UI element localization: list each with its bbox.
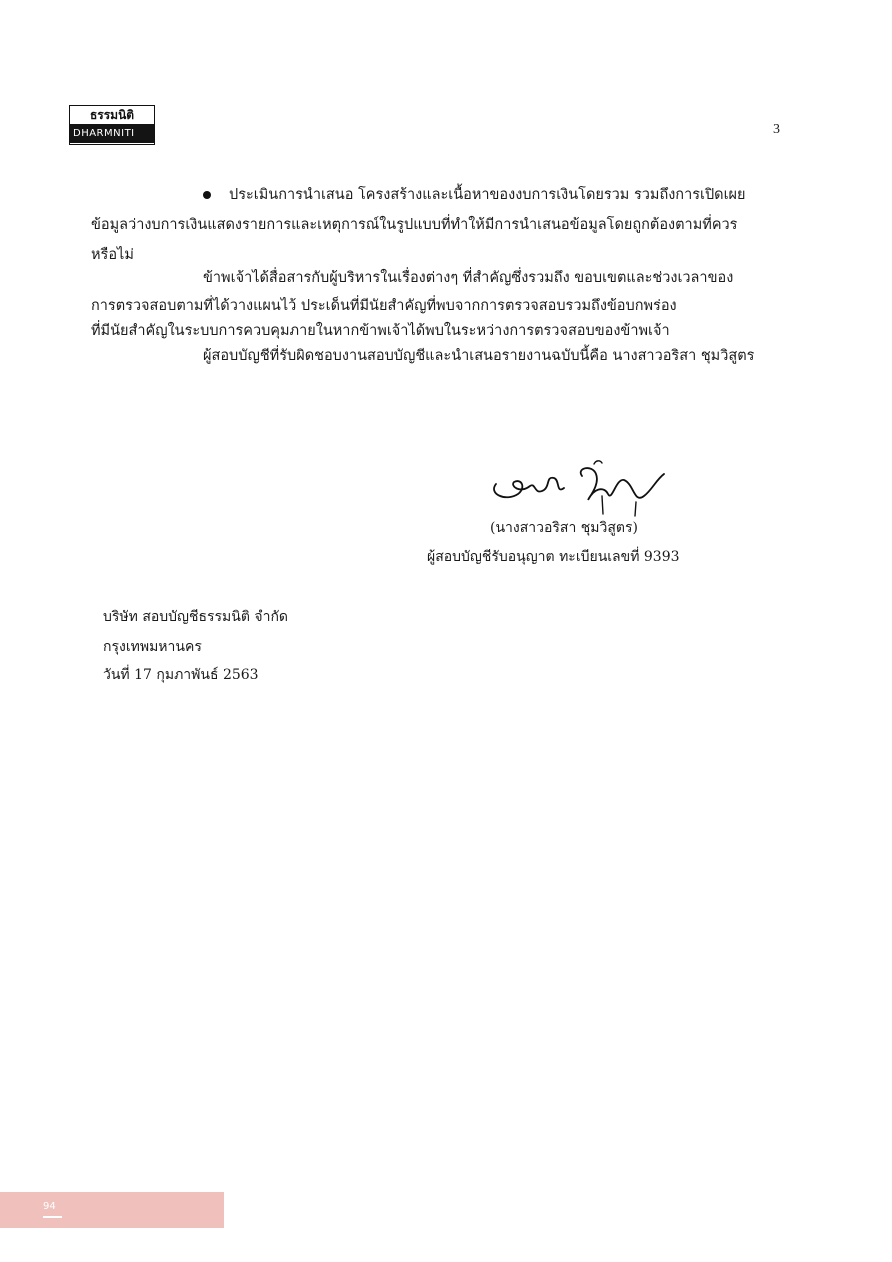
communication-line-3: ที่มีนัยสำคัญในระบบการควบคุมภายในหากข้าพเจ้าได้พบในระหว่างการตรวจสอบของข้าพเจ้า xyxy=(91,323,670,339)
company-name: บริษัท สอบบัญชีธรรมนิติ จำกัด xyxy=(103,609,289,625)
evaluation-line-2: ข้อมูลว่างบการเงินแสดงรายการและเหตุการณ์ในรูปแบบที่ทำให้มีการนำเสนอข้อมูลโดยถูกต้องตามที่ควร xyxy=(91,217,738,233)
logo-latin-name: DHARMNITI xyxy=(70,124,154,143)
signatory-license: ผู้สอบบัญชีรับอนุญาต ทะเบียนเลขที่ 9393 xyxy=(427,549,680,565)
communication-line-1: ข้าพเจ้าได้สื่อสารกับผู้บริหารในเรื่องต่างๆ ที่สำคัญซึ่งรวมถึง ขอบเขตและช่วงเวลาของ xyxy=(203,270,734,286)
page-number: 3 xyxy=(773,122,780,137)
responsible-auditor-line: ผู้สอบบัญชีที่รับผิดชอบงานสอบบัญชีและนำเสนอรายงานฉบับนี้คือ นางสาวอริสา ชุมวิสูตร xyxy=(203,348,755,364)
logo-thai-name: ธรรมนิติ xyxy=(89,108,135,122)
footer-bar xyxy=(0,1192,224,1228)
footer-underline xyxy=(43,1216,62,1218)
communication-line-2: การตรวจสอบตามที่ได้วางแผนไว้ ประเด็นที่มีนัยสำคัญที่พบจากการตรวจสอบรวมถึงข้อบกพร่อง xyxy=(91,298,677,314)
report-date: วันที่ 17 กุมภาพันธ์ 2563 xyxy=(103,667,259,683)
signatory-name: (นางสาวอริสา ชุมวิสูตร) xyxy=(490,520,638,536)
dharmniti-logo xyxy=(69,105,155,145)
auditor-signature xyxy=(484,456,669,518)
footer-page-number: 94 xyxy=(43,1201,56,1212)
evaluation-line-1: ประเมินการนำเสนอ โครงสร้างและเนื้อหาของงบการเงินโดยรวม รวมถึงการเปิดเผย xyxy=(229,187,746,203)
company-city: กรุงเทพมหานคร xyxy=(103,639,202,655)
bullet-icon xyxy=(203,191,211,199)
evaluation-line-3: หรือไม่ xyxy=(91,247,134,263)
